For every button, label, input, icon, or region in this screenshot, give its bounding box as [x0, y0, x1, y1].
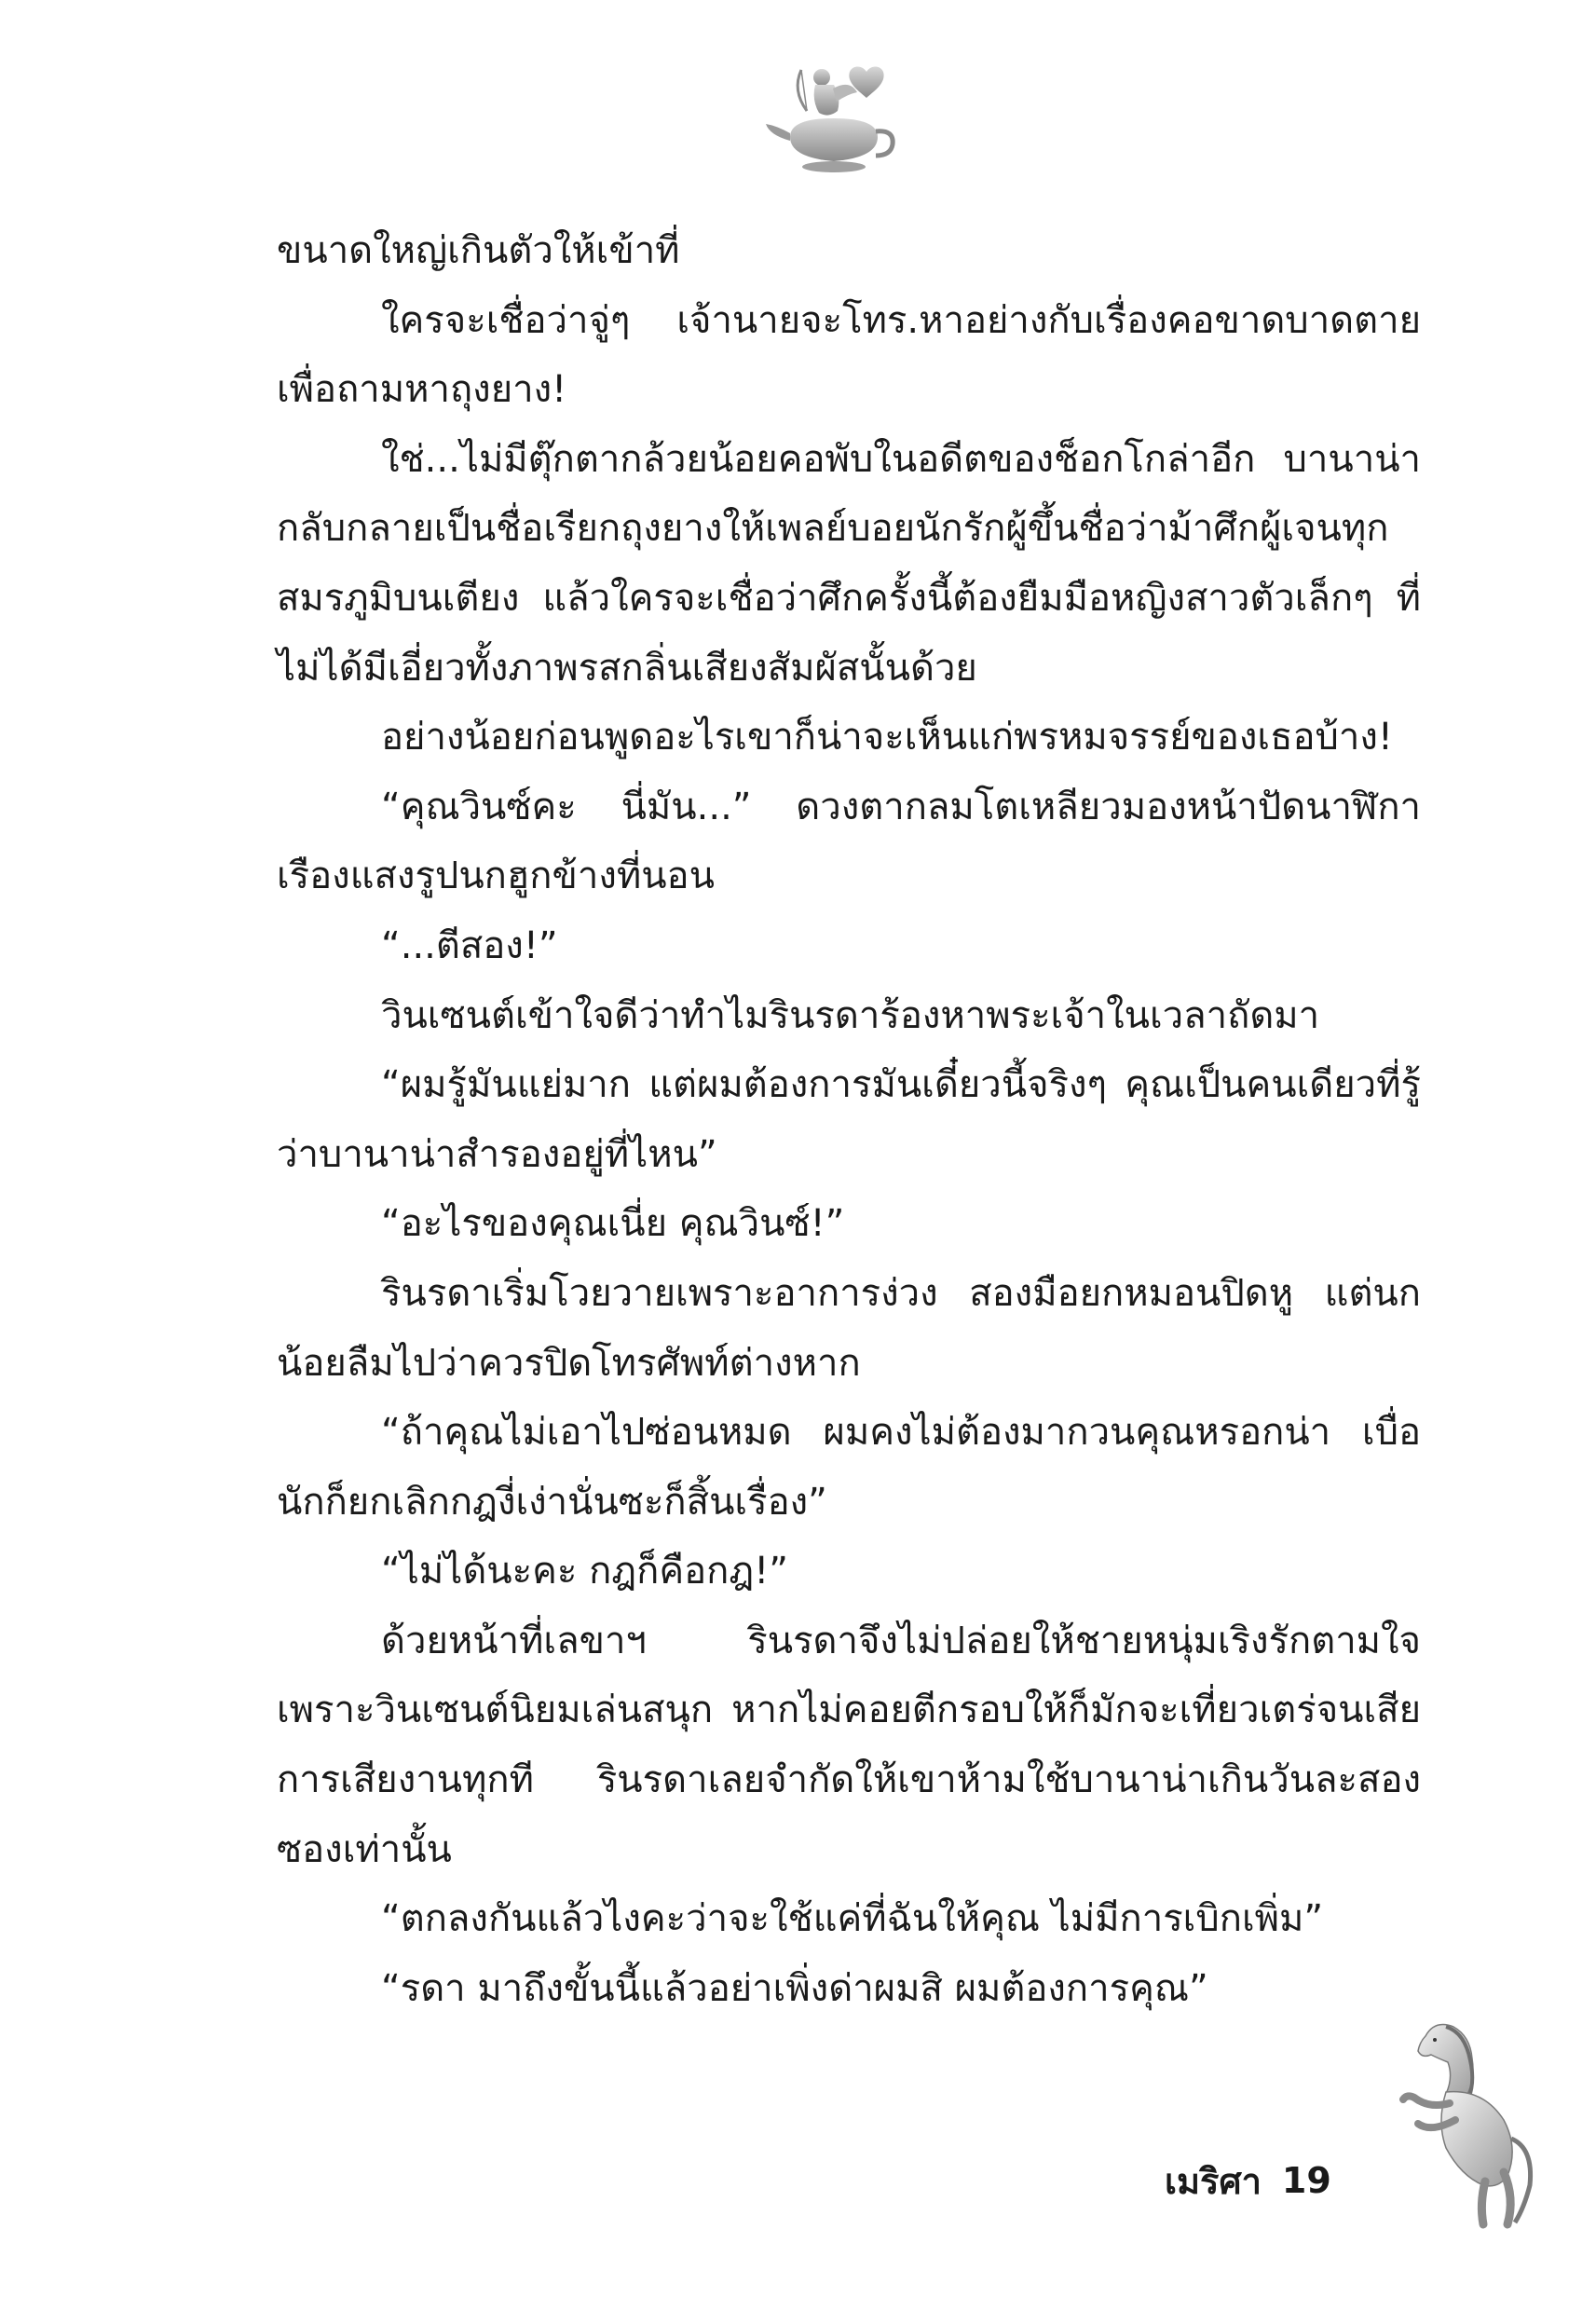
page-number: 19: [1281, 2160, 1331, 2201]
body-text: [277, 216, 1421, 2023]
paragraph: ใครจะเชื่อว่าจู่ๆ เจ้านายจะโทร.หาอย่างกับเรื่องคอขาดบาดตาย เพื่อถามหาถุงยาง!: [277, 298, 1421, 412]
paragraph: อย่างน้อยก่อนพูดอะไรเขาก็น่าจะเห็นแก่พรหมจรรย์ของเธอบ้าง!: [381, 716, 1393, 759]
rearing-horse-icon: [1388, 2017, 1537, 2232]
paragraph: “อะไรของคุณเนี่ย คุณวินซ์!”: [381, 1202, 845, 1246]
cupid-teapot-icon: [764, 51, 904, 191]
paragraph: “ผมรู้มันแย่มาก แต่ผมต้องการมันเดี๋ยวนี้จริงๆ คุณเป็นคนเดียวที่รู้ว่าบานาน่าสำรองอยู่ที่ไหน”: [277, 1063, 1421, 1176]
paragraph: “ถ้าคุณไม่เอาไปซ่อนหมด ผมคงไม่ต้องมากวนคุณหรอกน่า เบื่อนักก็ยกเลิกกฎงี่เง่านั่นซะก็สิ้นเรื่อง”: [277, 1411, 1421, 1524]
footer-author: เมริศา: [1165, 2160, 1262, 2202]
paragraph: “...ตีสอง!”: [381, 923, 558, 967]
paragraph: ใช่...ไม่มีตุ๊กตากล้วยน้อยคอพับในอดีตของช็อกโกล่าอีก บานาน่ากลับกลายเป็นชื่อเรียกถุงยางให้เพลย์บอยนักรักผู้ขึ้นชื่อว่าม้าศึกผู้เจนทุกสมรภูมิบนเตียง แล้วใครจะเชื่อว่าศึกครั้งนี้ต้องยืมมือหญิงสาวตัวเล็กๆ ที่ไม่ได้มีเอี่ยวทั้งภาพรสกลิ่นเสียงสัมผัสนั้นด้วย: [277, 437, 1421, 690]
paragraph: ด้วยหน้าที่เลขาฯ รินรดาจึงไม่ปล่อยให้ชายหนุ่มเริงรักตามใจ เพราะวินเซนต์นิยมเล่นสนุก หากไม่คอยตีกรอบให้ก็มักจะเที่ยวเตร่จนเสียการเสียงานทุกที รินรดาเลยจำกัดให้เขาห้ามใช้บานาน่าเกินวันละสองซองเท่านั้น: [277, 1619, 1421, 1871]
paragraph: รินรดาเริ่มโวยวายเพราะอาการง่วง สองมือยกหมอนปิดหู แต่นกน้อยลืมไปว่าควรปิดโทรศัพท์ต่างหาก: [277, 1271, 1421, 1385]
paragraph: “ตกลงกันแล้วไงคะว่าจะใช้แค่ที่ฉันให้คุณ ไม่มีการเบิกเพิ่ม”: [381, 1897, 1324, 1941]
paragraph: วินเซนต์เข้าใจดีว่าทำไมรินรดาร้องหาพระเจ้าในเวลาถัดมา: [381, 993, 1320, 1037]
paragraph: “คุณวินซ์คะ นี่มัน...” ดวงตากลมโตเหลียวมองหน้าปัดนาฬิกาเรืองแสงรูปนกฮูกข้างที่นอน: [277, 785, 1421, 898]
paragraph: “ไม่ได้นะคะ กฎก็คือกฎ!”: [381, 1550, 788, 1593]
paragraph: “รดา มาถึงขั้นนี้แล้วอย่าเพิ่งด่าผมสิ ผมต้องการคุณ”: [381, 1966, 1208, 2010]
page-footer: [1165, 2143, 1331, 2218]
paragraph: ขนาดใหญ่เกินตัวให้เข้าที่: [277, 229, 680, 272]
